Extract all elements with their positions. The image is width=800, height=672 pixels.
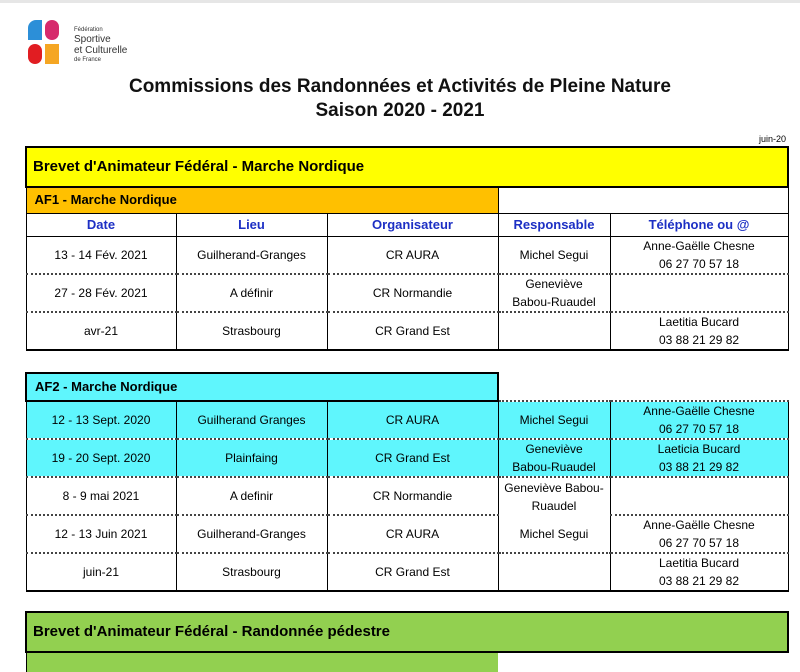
responsable-line: Geneviève xyxy=(525,276,583,291)
logo-text: de France xyxy=(74,57,102,63)
date-cell: 27 - 28 Fév. 2021 xyxy=(26,274,176,312)
contact-name: Laetitia Bucard xyxy=(658,556,740,570)
organisateur-cell: CR Grand Est xyxy=(327,553,498,591)
section-title: Brevet d'Animateur Fédéral - Marche Nordique xyxy=(26,147,788,187)
empty-cell xyxy=(498,187,788,213)
lieu-cell: Plainfaing xyxy=(176,439,327,477)
lieu-cell: Strasbourg xyxy=(176,312,327,350)
responsable-cell: Geneviève Babou-Ruaudel xyxy=(498,439,610,477)
logo-text: et Culturelle xyxy=(74,45,128,56)
contact-cell xyxy=(610,312,788,350)
logo-shape xyxy=(28,20,42,40)
empty-cell xyxy=(498,652,788,672)
logo-text: Sportive xyxy=(74,34,111,45)
logo-text-block xyxy=(74,26,127,64)
contact-phone: 03 88 21 29 82 xyxy=(658,574,740,588)
responsable-cell xyxy=(498,274,610,312)
contact-phone: 03 88 21 29 82 xyxy=(658,460,740,474)
organisateur-cell: CR Normandie xyxy=(327,274,498,312)
contact-cell xyxy=(610,236,788,274)
contact-name: Laetitia Bucard xyxy=(658,314,740,329)
logo-shape xyxy=(28,44,42,64)
page-subtitle: Saison 2020 - 2021 xyxy=(315,100,485,121)
contact-cell xyxy=(610,401,788,439)
organisateur-cell: CR AURA xyxy=(327,401,498,439)
contact-cell xyxy=(610,515,788,553)
section2-subheader xyxy=(26,652,498,672)
organisateur-cell: CR AURA xyxy=(327,236,498,274)
organisateur-cell: CR Grand Est xyxy=(327,312,498,350)
contact-phone: 06 27 70 57 18 xyxy=(658,422,740,436)
logo-shape xyxy=(45,20,59,40)
lieu-cell: Strasbourg xyxy=(176,553,327,591)
responsable-cell: Michel Segui xyxy=(498,236,610,274)
page-title: Commissions des Randonnées et Activités de Pleine Nature xyxy=(128,76,671,97)
section-title: Brevet d'Animateur Fédéral - Randonnée pédestre xyxy=(26,612,788,652)
column-header: Responsable xyxy=(498,213,610,236)
contact-phone: 03 88 21 29 82 xyxy=(658,332,740,347)
contact-name: Anne-Gaëlle Chesne xyxy=(643,238,755,253)
table-row xyxy=(26,553,788,591)
date-cell: 12 - 13 Sept. 2020 xyxy=(26,401,176,439)
contact-name: Anne-Gaëlle Chesne xyxy=(643,518,755,532)
af2-title: AF2 - Marche Nordique xyxy=(26,373,498,401)
contact-cell xyxy=(610,477,788,515)
table-row xyxy=(26,515,788,553)
lieu-cell: Guilherand-Granges xyxy=(176,515,327,553)
table-row xyxy=(26,401,788,439)
af2-table xyxy=(25,372,789,592)
date-cell: 8 - 9 mai 2021 xyxy=(26,477,176,515)
contact-name: Laeticia Bucard xyxy=(657,442,741,456)
lieu-cell: Guilherand Granges xyxy=(176,401,327,439)
table-row xyxy=(26,439,788,477)
responsable-cell: Michel Segui xyxy=(498,401,610,439)
lieu-cell: A définir xyxy=(176,274,327,312)
fscf-logo xyxy=(28,20,138,72)
lieu-cell: Guilherand-Granges xyxy=(176,236,327,274)
empty-cell xyxy=(498,373,788,401)
table-row xyxy=(26,312,788,350)
af1-title: AF1 - Marche Nordique xyxy=(26,187,498,213)
logo-text: Fédération xyxy=(74,27,103,33)
top-border xyxy=(0,0,800,3)
contact-cell xyxy=(610,439,788,477)
contact-name: Anne-Gaëlle Chesne xyxy=(643,404,755,418)
logo-shape xyxy=(45,44,59,64)
contact-cell xyxy=(610,274,788,312)
contact-cell xyxy=(610,553,788,591)
table-row xyxy=(26,236,788,274)
date-stamp: juin-20 xyxy=(758,134,786,144)
column-header: Lieu xyxy=(176,213,327,236)
af1-table xyxy=(25,146,789,351)
section2-table xyxy=(25,611,789,672)
responsable-line: Babou-Ruaudel xyxy=(512,294,596,309)
lieu-cell: A definir xyxy=(176,477,327,515)
column-header: Date xyxy=(26,213,176,236)
table-row xyxy=(26,274,788,312)
organisateur-cell: CR Normandie xyxy=(327,477,498,515)
responsable-cell xyxy=(498,312,610,350)
column-header: Organisateur xyxy=(327,213,498,236)
date-cell: avr-21 xyxy=(26,312,176,350)
date-cell: juin-21 xyxy=(26,553,176,591)
responsable-cell: Michel Segui xyxy=(498,515,610,553)
table-row xyxy=(26,477,788,515)
responsable-cell: Geneviève Babou-Ruaudel xyxy=(498,477,610,515)
organisateur-cell: CR AURA xyxy=(327,515,498,553)
responsable-cell xyxy=(498,553,610,591)
date-cell: 13 - 14 Fév. 2021 xyxy=(26,236,176,274)
organisateur-cell: CR Grand Est xyxy=(327,439,498,477)
column-header: Téléphone ou @ xyxy=(610,213,788,236)
date-cell: 12 - 13 Juin 2021 xyxy=(26,515,176,553)
contact-phone: 06 27 70 57 18 xyxy=(658,256,740,271)
date-cell: 19 - 20 Sept. 2020 xyxy=(26,439,176,477)
contact-phone: 06 27 70 57 18 xyxy=(658,536,740,550)
